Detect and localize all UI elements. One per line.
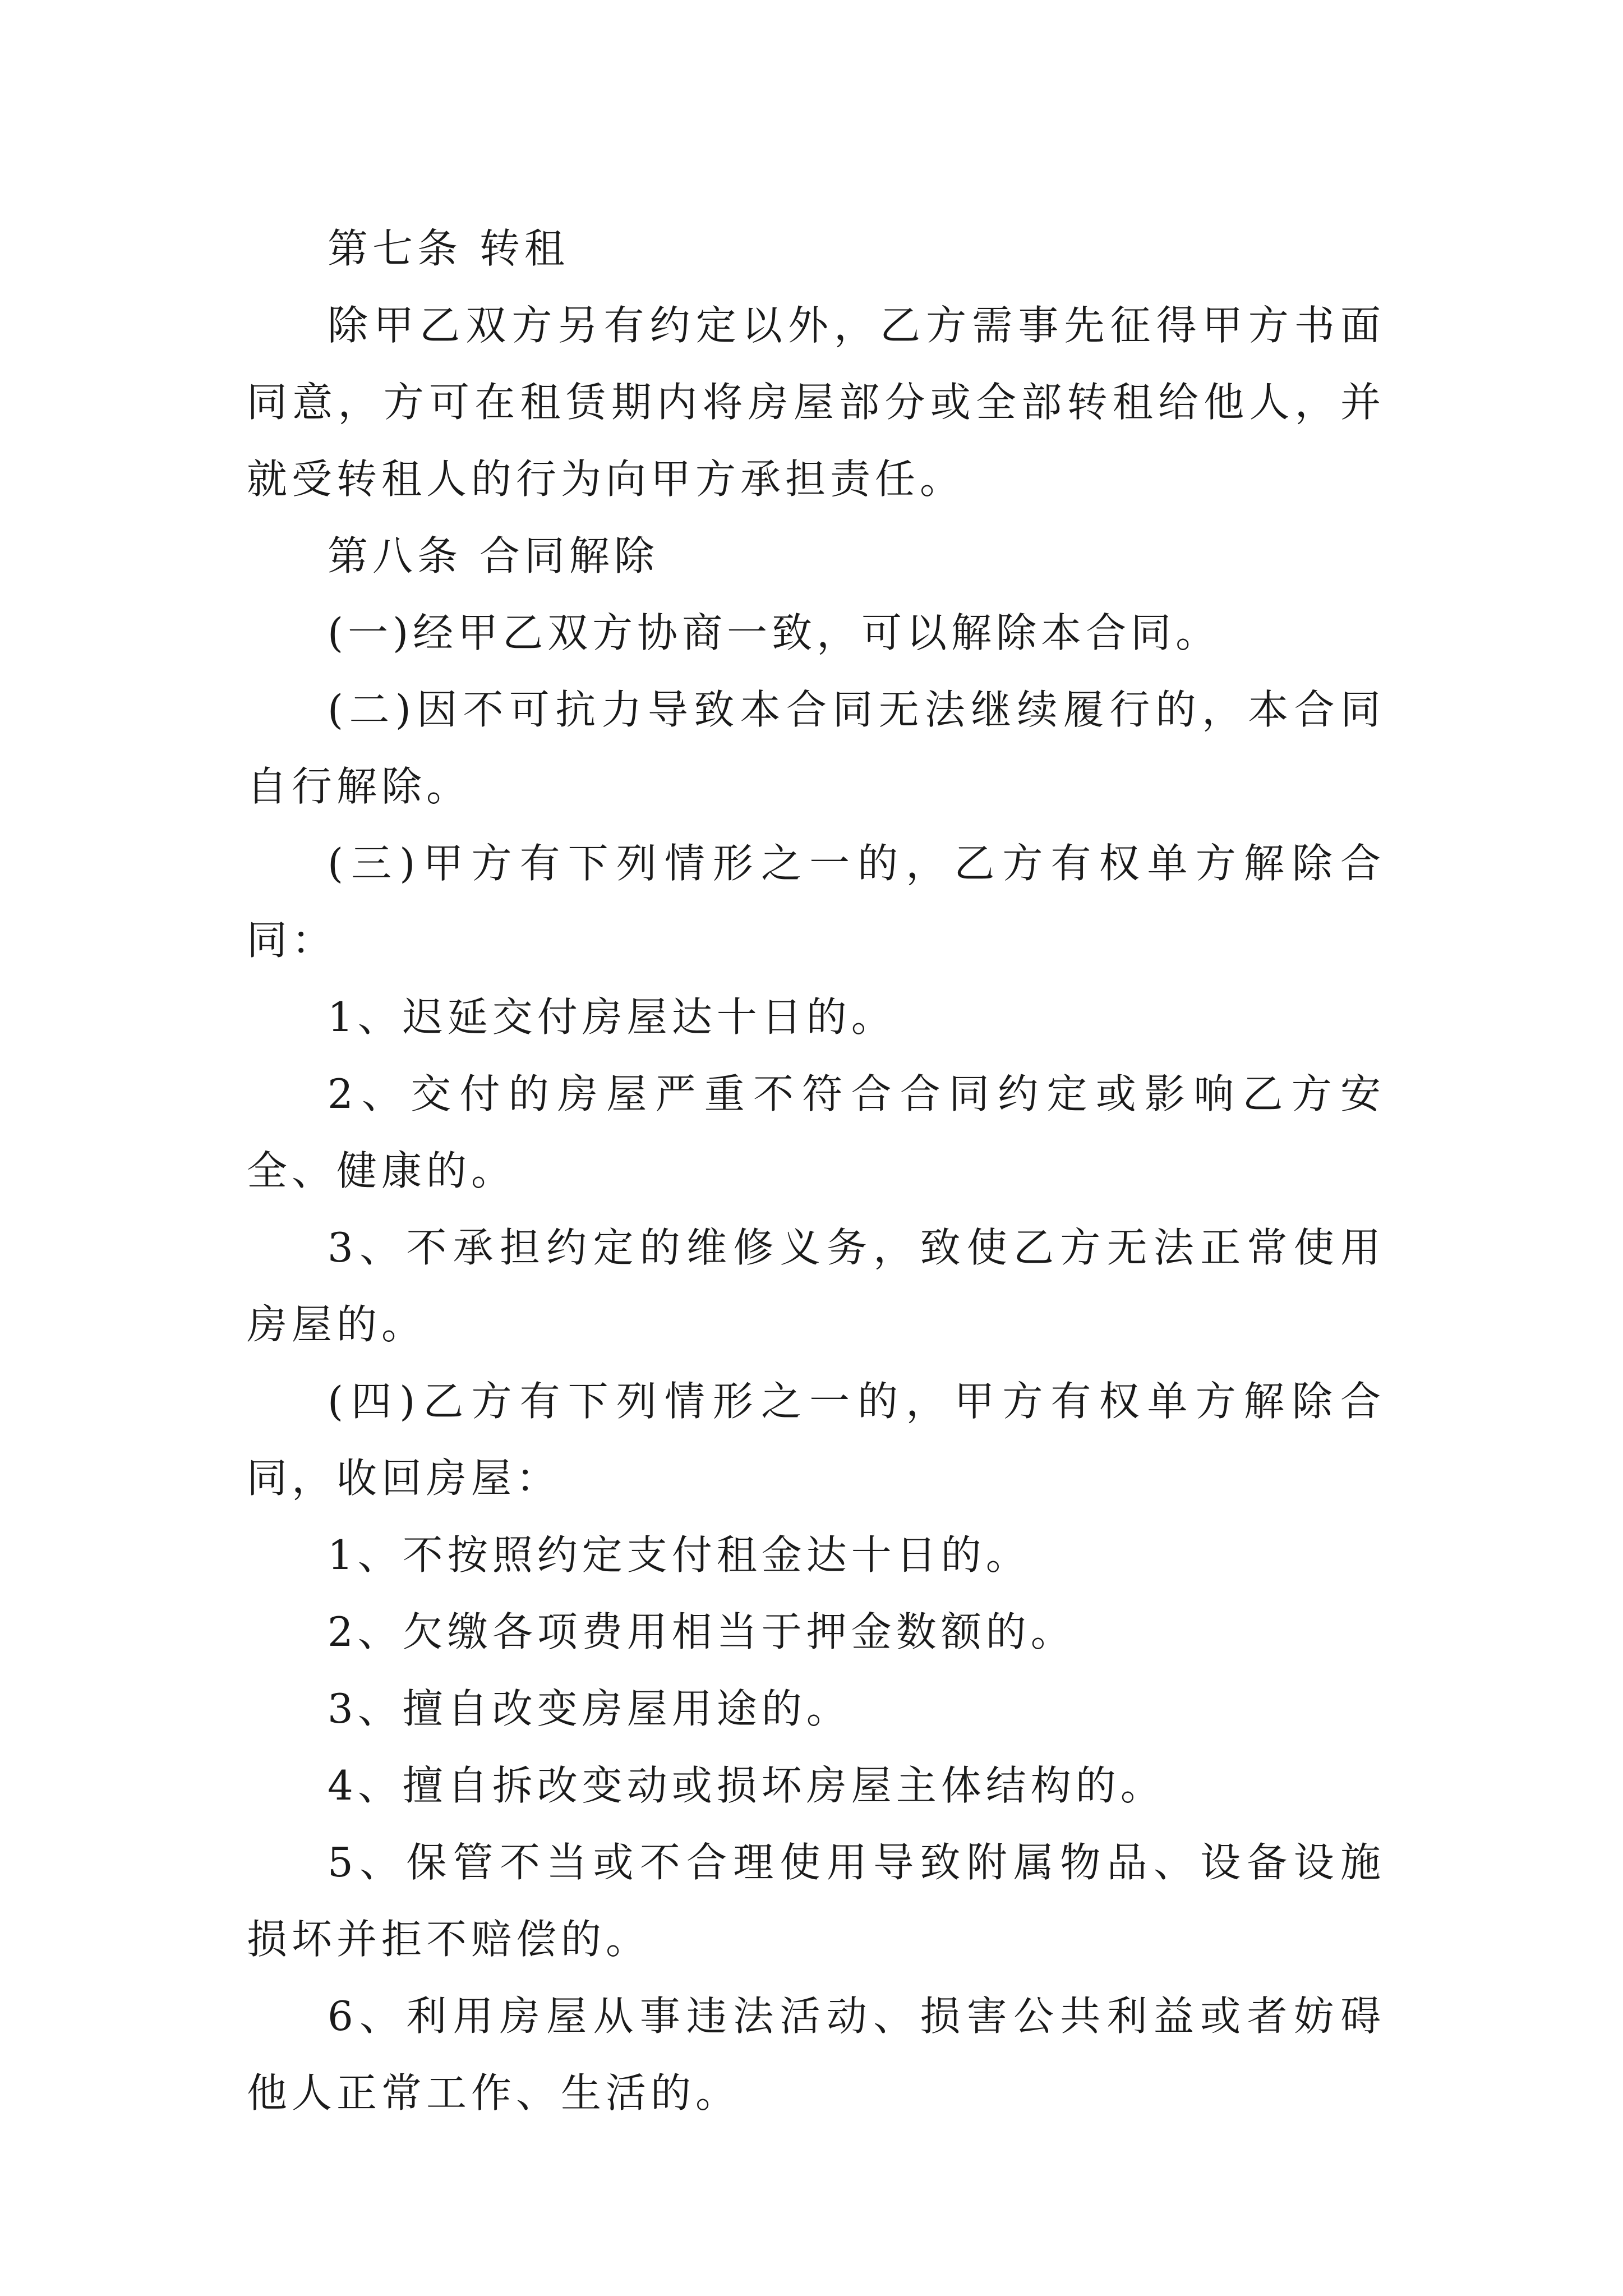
clause-3: (三)甲方有下列情形之一的，乙方有权单方解除合同： bbox=[247, 840, 1385, 964]
clause-3-item-2: 2、交付的房屋严重不符合合同约定或影响乙方安全、健康的。 bbox=[247, 1070, 1385, 1194]
document-body bbox=[247, 210, 1385, 2132]
clause-4-item-4: 4、擅自拆改变动或损坏房屋主体结构的。 bbox=[328, 1762, 1165, 1809]
clause-2: (二)因不可抗力导致本合同无法继续履行的，本合同自行解除。 bbox=[247, 686, 1385, 810]
article-heading-termination: 第八条 合同解除 bbox=[328, 532, 659, 579]
clause-4-item-1: 1、不按照约定支付租金达十日的。 bbox=[328, 1531, 1031, 1579]
clause-4-item-6: 6、利用房屋从事违法活动、损害公共利益或者妨碍他人正常工作、生活的。 bbox=[247, 1993, 1385, 2116]
clause-3-item-3: 3、不承担约定的维修义务，致使乙方无法正常使用房屋的。 bbox=[247, 1224, 1385, 1348]
clause-1: (一)经甲乙双方协商一致，可以解除本合同。 bbox=[328, 609, 1221, 656]
clause-4: (四)乙方有下列情形之一的，甲方有权单方解除合同，收回房屋： bbox=[247, 1378, 1385, 1502]
clause-4-item-5: 5、保管不当或不合理使用导致附属物品、设备设施损坏并拒不赔偿的。 bbox=[247, 1839, 1385, 1963]
clause-4-item-3: 3、擅自改变房屋用途的。 bbox=[328, 1685, 851, 1732]
paragraph-sublease-terms: 除甲乙双方另有约定以外，乙方需事先征得甲方书面同意，方可在租赁期内将房屋部分或全部转租给他人，并就受转租人的行为向甲方承担责任。 bbox=[247, 302, 1385, 503]
clause-3-item-1: 1、迟延交付房屋达十日的。 bbox=[328, 993, 896, 1041]
article-heading-sublease: 第七条 转租 bbox=[328, 225, 569, 272]
clause-4-item-2: 2、欠缴各项费用相当于押金数额的。 bbox=[328, 1608, 1076, 1655]
